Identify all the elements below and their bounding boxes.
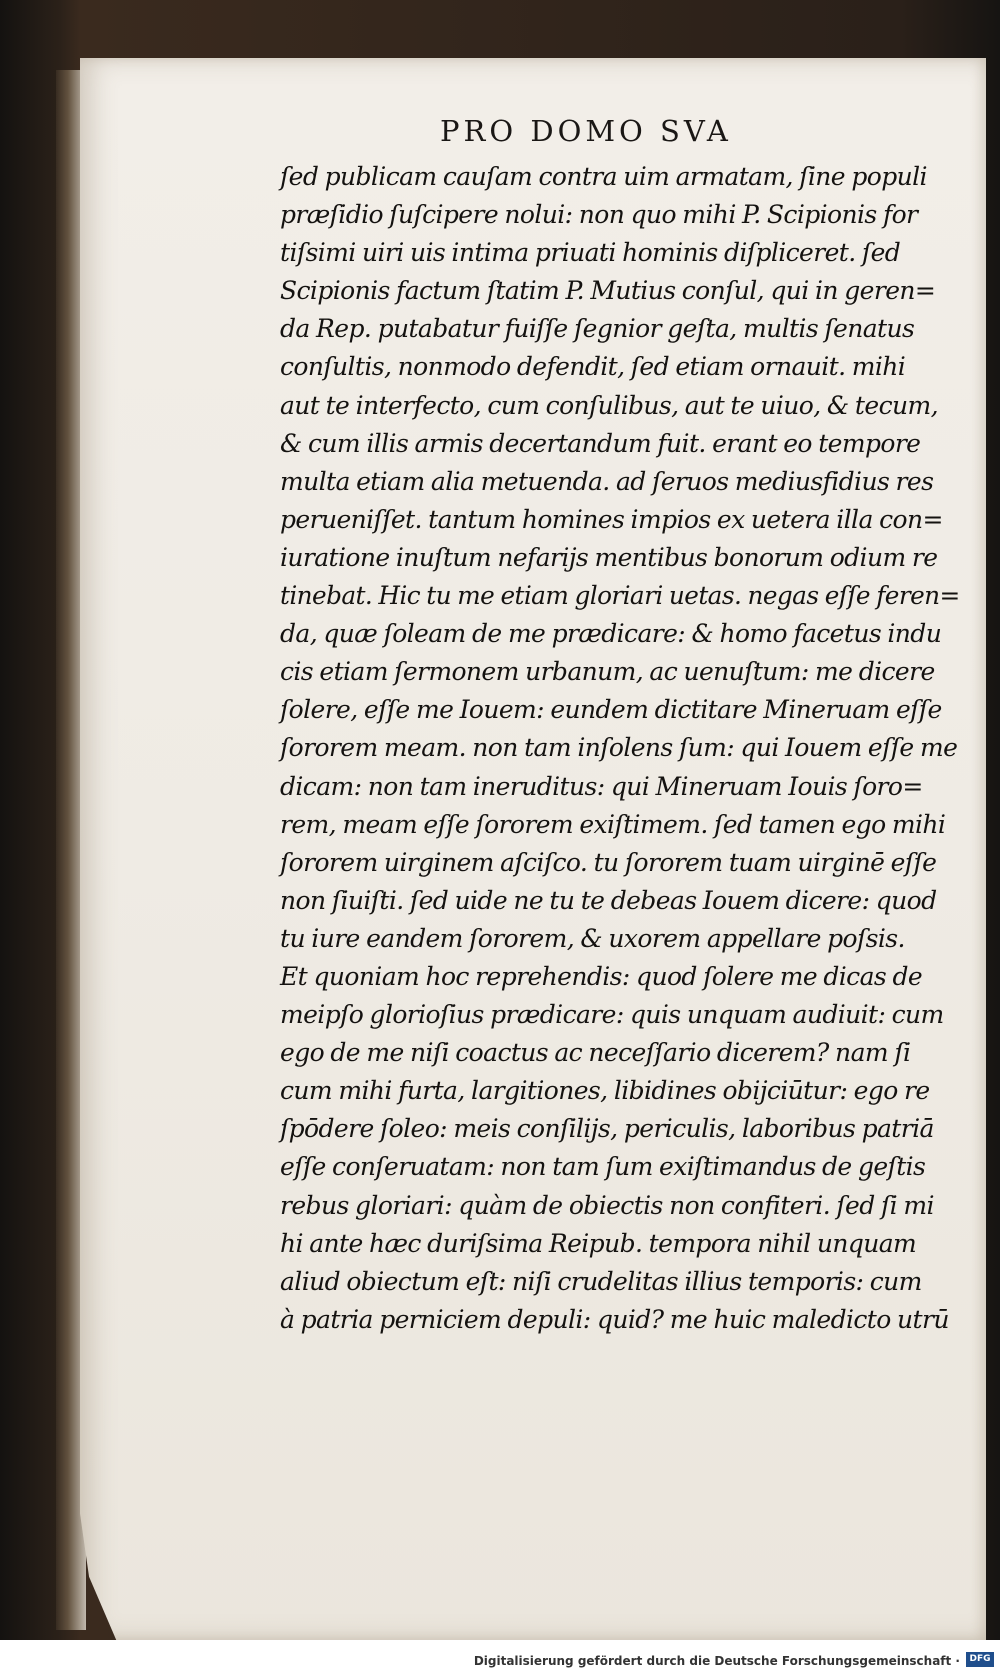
text-line: tiſsimi uiri uis intima priuati hominis diſpliceret. ſed — [280, 238, 901, 268]
text-line: aliud obiectum eſt: niſi crudelitas illius temporis: cum — [280, 1266, 922, 1296]
text-line: & cum illis armis decertandum fuit. erant eo tempore — [280, 428, 921, 458]
text-line: à patria perniciem depuli: quid? me huic maledicto utrū — [280, 1304, 949, 1334]
text-line: cis etiam ſermonem urbanum, ac uenuſtum: me dicere — [280, 657, 935, 687]
text-line: Scipionis factum ſtatim P. Mutius conſul, qui in geren= — [280, 276, 936, 306]
digitization-credit: Digitalisierung gefördert durch die Deutsche Forschungsgemeinschaft · — [473, 1654, 960, 1668]
text-line: da Rep. putabatur fuiſſe ſegnior geſta, multis ſenatus — [280, 314, 915, 344]
text-line: ſolere, eſſe me Iouem: eundem dictitare Mineruam eſſe — [280, 695, 942, 725]
text-line: cum mihi furta, largitiones, libidines obijciūtur: ego re — [280, 1076, 930, 1106]
text-line: iuratione inuſtum nefarijs mentibus bonorum odium re — [280, 542, 938, 572]
text-line: ſororem meam. non tam inſolens ſum: qui Iouem eſſe me — [280, 733, 958, 763]
text-line: Et quoniam hoc reprehendis: quod ſolere me dicas de — [280, 961, 923, 991]
text-line: tinebat. Hic tu me etiam gloriari uetas. negas eſſe feren= — [280, 581, 960, 611]
text-line: meipſo glorioſius prædicare: quis unquam audiuit: cum — [280, 1000, 944, 1030]
text-line: ſpōdere ſoleo: meis conſilijs, periculis, laboribus patriā — [280, 1114, 934, 1144]
text-line: hi ante hæc duriſsima Reipub. tempora nihil unquam — [280, 1228, 917, 1258]
text-line: perueniſſet. tantum homines impios ex uetera illa con= — [280, 504, 943, 534]
text-line: rem, meam eſſe ſororem exiſtimem. ſed tamen ego mihi — [280, 809, 946, 839]
text-line: ſed publicam cauſam contra uim armatam, ſine populi — [280, 162, 927, 191]
text-line: aut te interfecto, cum conſulibus, aut te uiuo, & tecum, — [280, 390, 938, 420]
text-block — [280, 158, 960, 1339]
text-line: tu iure eandem ſororem, & uxorem appellare poſsis. — [280, 923, 905, 953]
text-line: eſſe conſeruatam: non tam ſum exiſtimandus de geſtis — [280, 1152, 926, 1182]
text-line: conſultis, nonmodo defendit, ſed etiam ornauit. mihi — [280, 352, 906, 382]
text-line: dicam: non tam ineruditus: qui Mineruam Iouis ſoro= — [280, 771, 923, 801]
text-line: ego de me niſi coactus ac neceſſario dicerem? nam ſi — [280, 1038, 911, 1068]
text-line: da, quæ ſoleam de me prædicare: & homo facetus indu — [280, 619, 942, 649]
text-line: multa etiam alia metuenda. ad ſeruos mediusfidius res — [280, 466, 934, 496]
dfg-logo: DFG — [966, 1652, 994, 1667]
text-line: non ſiuiſti. ſed uide ne tu te debeas Iouem dicere: quod — [280, 885, 937, 915]
text-line: ſororem uirginem aſciſco. tu ſororem tuam uirginē eſſe — [280, 847, 937, 877]
text-line: præſidio ſuſcipere nolui: non quo mihi P. Scipionis for — [280, 200, 918, 230]
text-line: rebus gloriari: quàm de obiectis non confiteri. ſed ſi mi — [280, 1190, 934, 1220]
running-head: PRO DOMO SVA — [440, 114, 732, 148]
